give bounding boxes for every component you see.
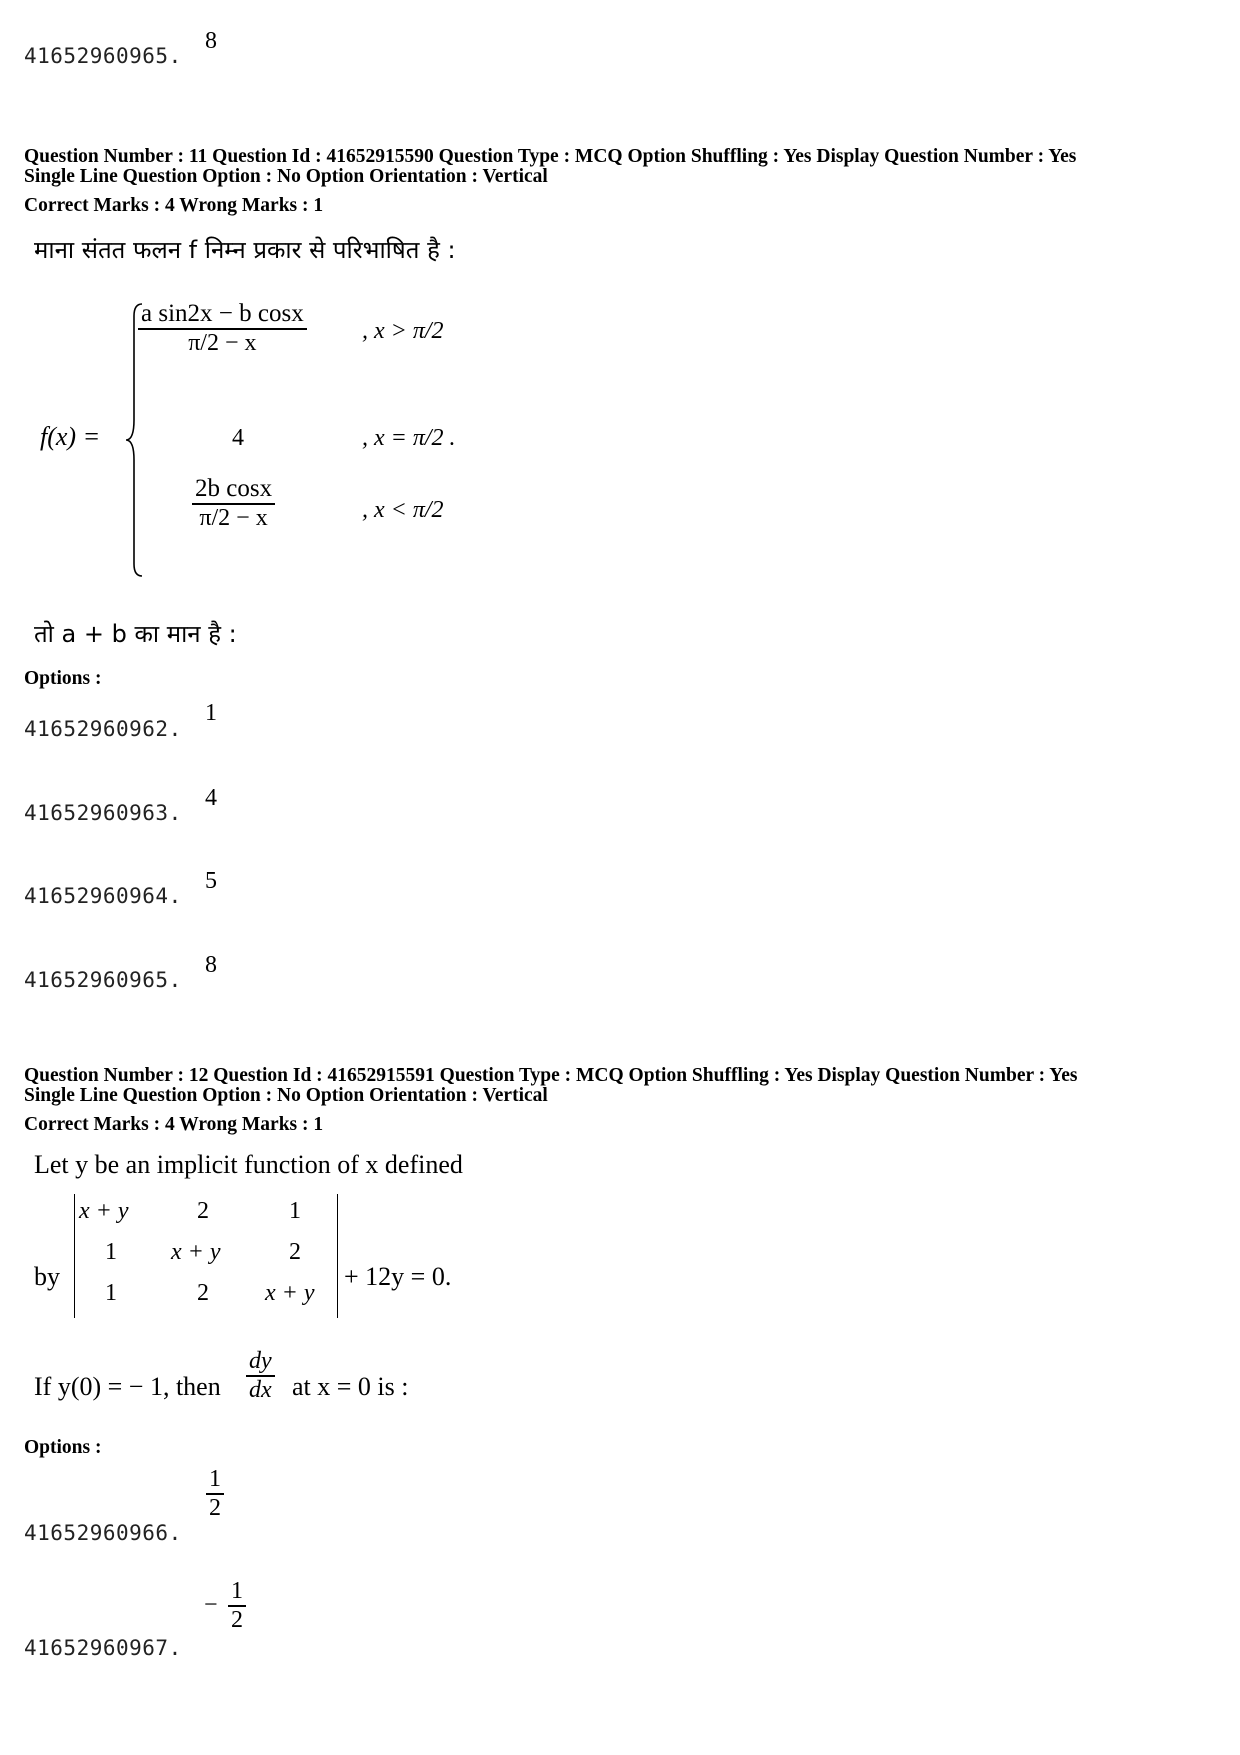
matrix-cell: x + y (171, 1239, 221, 1265)
matrix-cell: 1 (289, 1198, 301, 1224)
function-label: f(x) = (40, 422, 101, 451)
question-marks: Correct Marks : 4 Wrong Marks : 1 (24, 195, 324, 216)
case1-condition: , x > π/2 (362, 318, 444, 344)
condition-prefix: If y(0) = − 1, then (34, 1372, 221, 1401)
by-label: by (34, 1262, 60, 1291)
matrix-cell: x + y (79, 1198, 129, 1224)
question-meta-line2: Single Line Question Option : No Option Orientation : Vertical (24, 166, 548, 187)
case3-expression: $\frac{\text{2b cosx}}{\pi/2 - x}$ (192, 475, 275, 532)
matrix-cell: x + y (265, 1280, 315, 1306)
case3-condition: , x < π/2 (362, 497, 444, 523)
question-meta-line1: Question Number : 11 Question Id : 41652915590 Question Type : MCQ Option Shuffling : Yes Display Question Number : Yes (24, 146, 1077, 167)
options-label: Options : (24, 668, 102, 689)
option-id: 41652960963. (24, 801, 182, 825)
question-marks: Correct Marks : 4 Wrong Marks : 1 (24, 1114, 324, 1135)
question-stem: माना संतत फलन f निम्न प्रकार से परिभाषित है : (34, 236, 456, 264)
option-value[interactable]: 5 (205, 868, 217, 894)
option-value[interactable]: $\frac{1}{2}$ (206, 1466, 224, 1522)
options-label: Options : (24, 1437, 102, 1458)
option-id: 41652960964. (24, 884, 182, 908)
option-value: 8 (205, 28, 217, 54)
option-value[interactable]: 1 (205, 700, 217, 726)
question-ask: तो a + b का मान है : (34, 620, 237, 648)
option-value[interactable]: 4 (205, 785, 217, 811)
matrix-cell: 1 (105, 1280, 117, 1306)
option-id: 41652960966. (24, 1521, 182, 1545)
question-stem: Let y be an implicit function of x defined (34, 1150, 463, 1179)
option-id: 41652960967. (24, 1636, 182, 1660)
option-value[interactable]: 8 (205, 952, 217, 978)
matrix-cell: 2 (197, 1198, 209, 1224)
equation-tail: + 12y = 0. (344, 1262, 452, 1291)
matrix-cell: 2 (197, 1280, 209, 1306)
minus-sign: − (204, 1592, 218, 1619)
matrix-cell: 1 (105, 1239, 117, 1265)
determinant (74, 1194, 338, 1318)
matrix-cell: 2 (289, 1239, 301, 1265)
case2-value: 4 (232, 425, 244, 451)
option-id: 41652960965. (24, 968, 182, 992)
derivative-fraction: $\frac{dy}{dx}$ (246, 1348, 275, 1404)
question-meta-line1: Question Number : 12 Question Id : 41652915591 Question Type : MCQ Option Shuffling : Yes Display Question Number : Yes (24, 1065, 1078, 1086)
case2-condition: , x = π/2 . (362, 425, 456, 451)
case1-expression: $\frac{\text{a sin2x − b cosx}}{\pi/2 - x}$ (138, 300, 307, 357)
option-id: 41652960962. (24, 717, 182, 741)
question-meta-line2: Single Line Question Option : No Option Orientation : Vertical (24, 1085, 548, 1106)
option-id: 41652960965. (24, 44, 182, 68)
condition-suffix: at x = 0 is : (292, 1372, 409, 1401)
option-value[interactable]: − $\frac{1}{2}$ (204, 1578, 246, 1634)
